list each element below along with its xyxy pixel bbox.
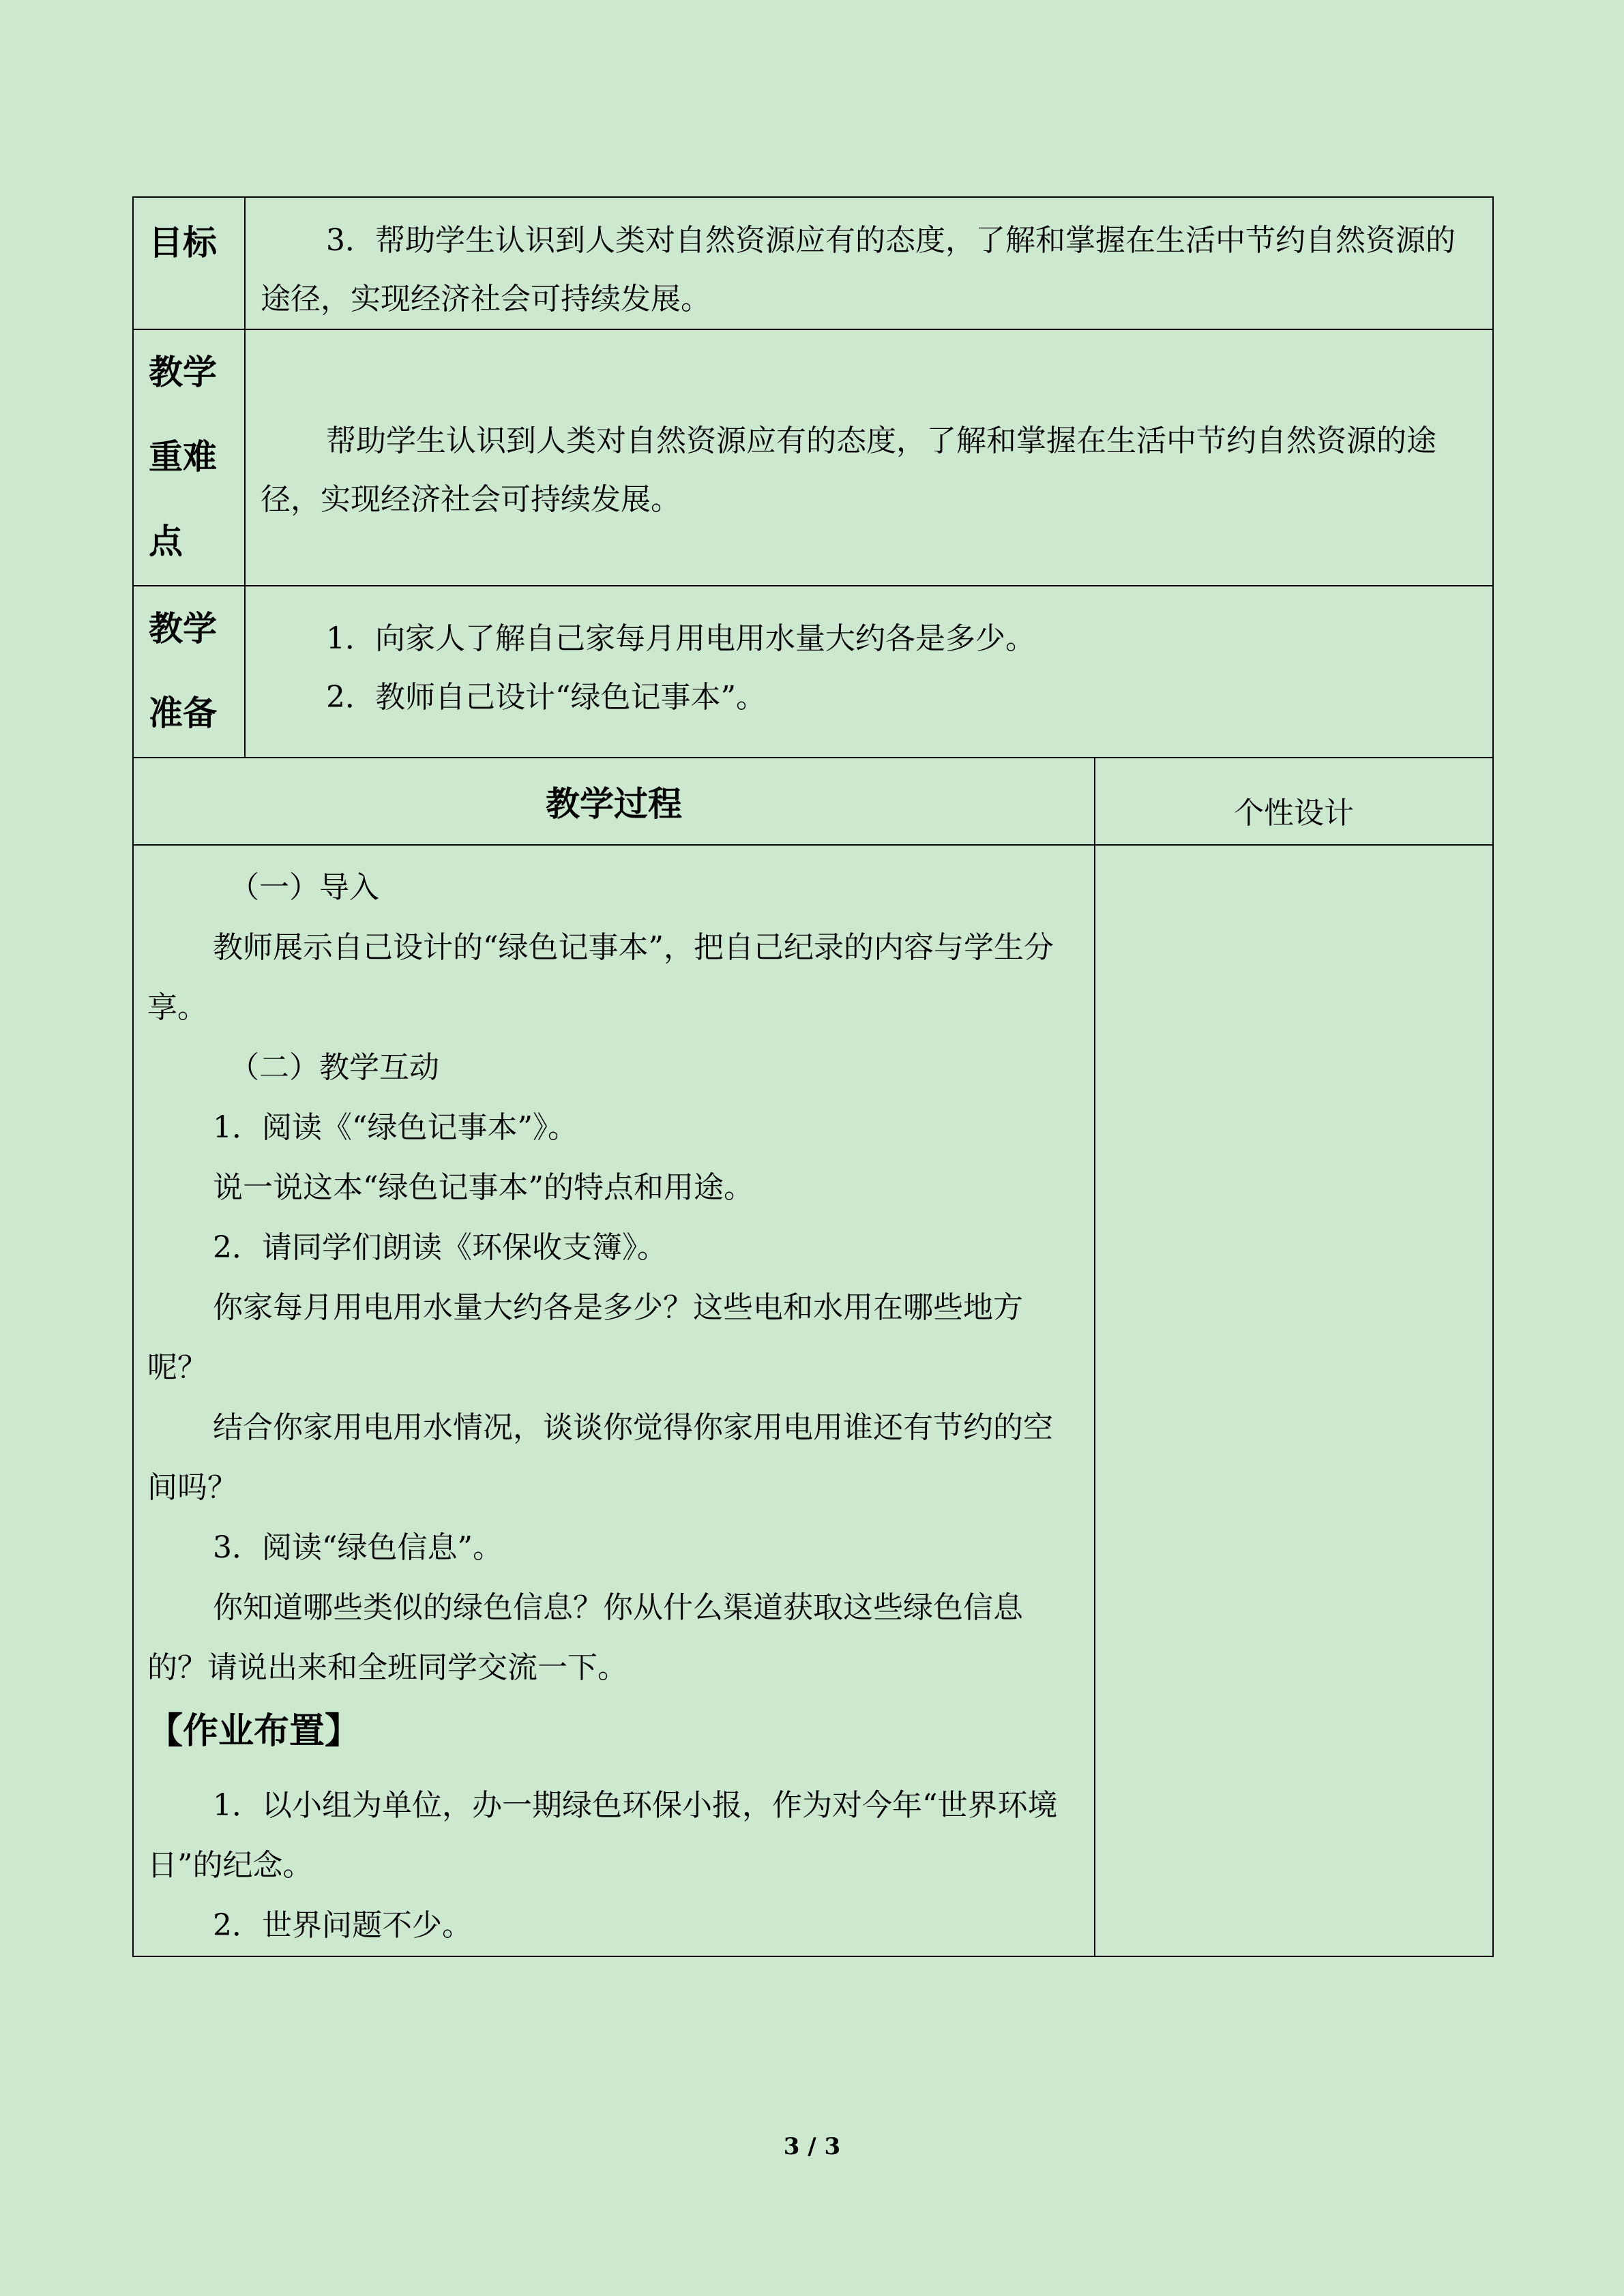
key-points-label bbox=[133, 329, 245, 586]
preparation-label-line: 教学 bbox=[149, 609, 217, 648]
key-points-row bbox=[133, 329, 1493, 586]
preparation-cell bbox=[245, 586, 1493, 758]
goal-row bbox=[133, 197, 1493, 329]
key-points-text: 帮助学生认识到人类对自然资源应有的态度，了解和掌握在生活中节约自然资源的途径，实现经济社会可持续发展。 bbox=[261, 423, 1436, 517]
goal-cell bbox=[245, 197, 1493, 329]
preparation-label-line: 准备 bbox=[149, 694, 217, 733]
preparation-row bbox=[133, 586, 1493, 758]
preparation-item: 1．向家人了解自己家每月用电用水量大约各是多少。 bbox=[326, 621, 1035, 656]
design-cell bbox=[1095, 845, 1493, 1956]
key-points-cell bbox=[245, 329, 1493, 586]
process-paragraph: （二）教学互动 bbox=[229, 1050, 439, 1085]
process-header: 教学过程 bbox=[133, 758, 1095, 845]
process-paragraph: 说一说这本“绿色记事本”的特点和用途。 bbox=[213, 1170, 754, 1205]
process-paragraph: 结合你家用电用水情况，谈谈你觉得你家用电用谁还有节约的空间吗？ bbox=[147, 1410, 1053, 1505]
process-header-row bbox=[133, 758, 1493, 845]
key-points-label-line: 点 bbox=[149, 522, 183, 561]
preparation-item: 2．教师自己设计“绿色记事本”。 bbox=[326, 680, 766, 715]
key-points-label-line: 重难 bbox=[149, 437, 217, 477]
design-header: 个性设计 bbox=[1095, 758, 1493, 845]
process-paragraph: （一）导入 bbox=[229, 870, 379, 905]
preparation-label bbox=[133, 586, 245, 758]
goal-label: 目标 bbox=[133, 197, 245, 329]
process-row bbox=[133, 845, 1493, 1956]
homework-item: 1．以小组为单位，办一期绿色环保小报，作为对今年“世界环境日”的纪念。 bbox=[147, 1788, 1058, 1883]
page-number: 3 / 3 bbox=[783, 2133, 841, 2160]
process-paragraph: 1．阅读《“绿色记事本”》。 bbox=[213, 1110, 578, 1145]
process-paragraph: 3．阅读“绿色信息”。 bbox=[213, 1530, 503, 1565]
key-points-label-line: 教学 bbox=[149, 353, 217, 392]
process-cell bbox=[133, 845, 1095, 1956]
homework-title: 【作业布置】 bbox=[147, 1711, 361, 1752]
process-paragraph: 你家每月用电用水量大约各是多少？这些电和水用在哪些地方呢？ bbox=[147, 1290, 1023, 1385]
lesson-plan-table bbox=[132, 196, 1494, 1957]
goal-text: 3．帮助学生认识到人类对自然资源应有的态度，了解和掌握在生活中节约自然资源的途径，实现经济社会可持续发展。 bbox=[261, 223, 1456, 316]
process-paragraph: 教师展示自己设计的“绿色记事本”，把自己纪录的内容与学生分享。 bbox=[147, 930, 1054, 1025]
process-paragraph: 2．请同学们朗读《环保收支簿》。 bbox=[213, 1230, 667, 1265]
homework-item: 2．世界问题不少。 bbox=[213, 1908, 472, 1943]
process-paragraph: 你知道哪些类似的绿色信息？你从什么渠道获取这些绿色信息的？请说出来和全班同学交流一下。 bbox=[147, 1590, 1023, 1685]
